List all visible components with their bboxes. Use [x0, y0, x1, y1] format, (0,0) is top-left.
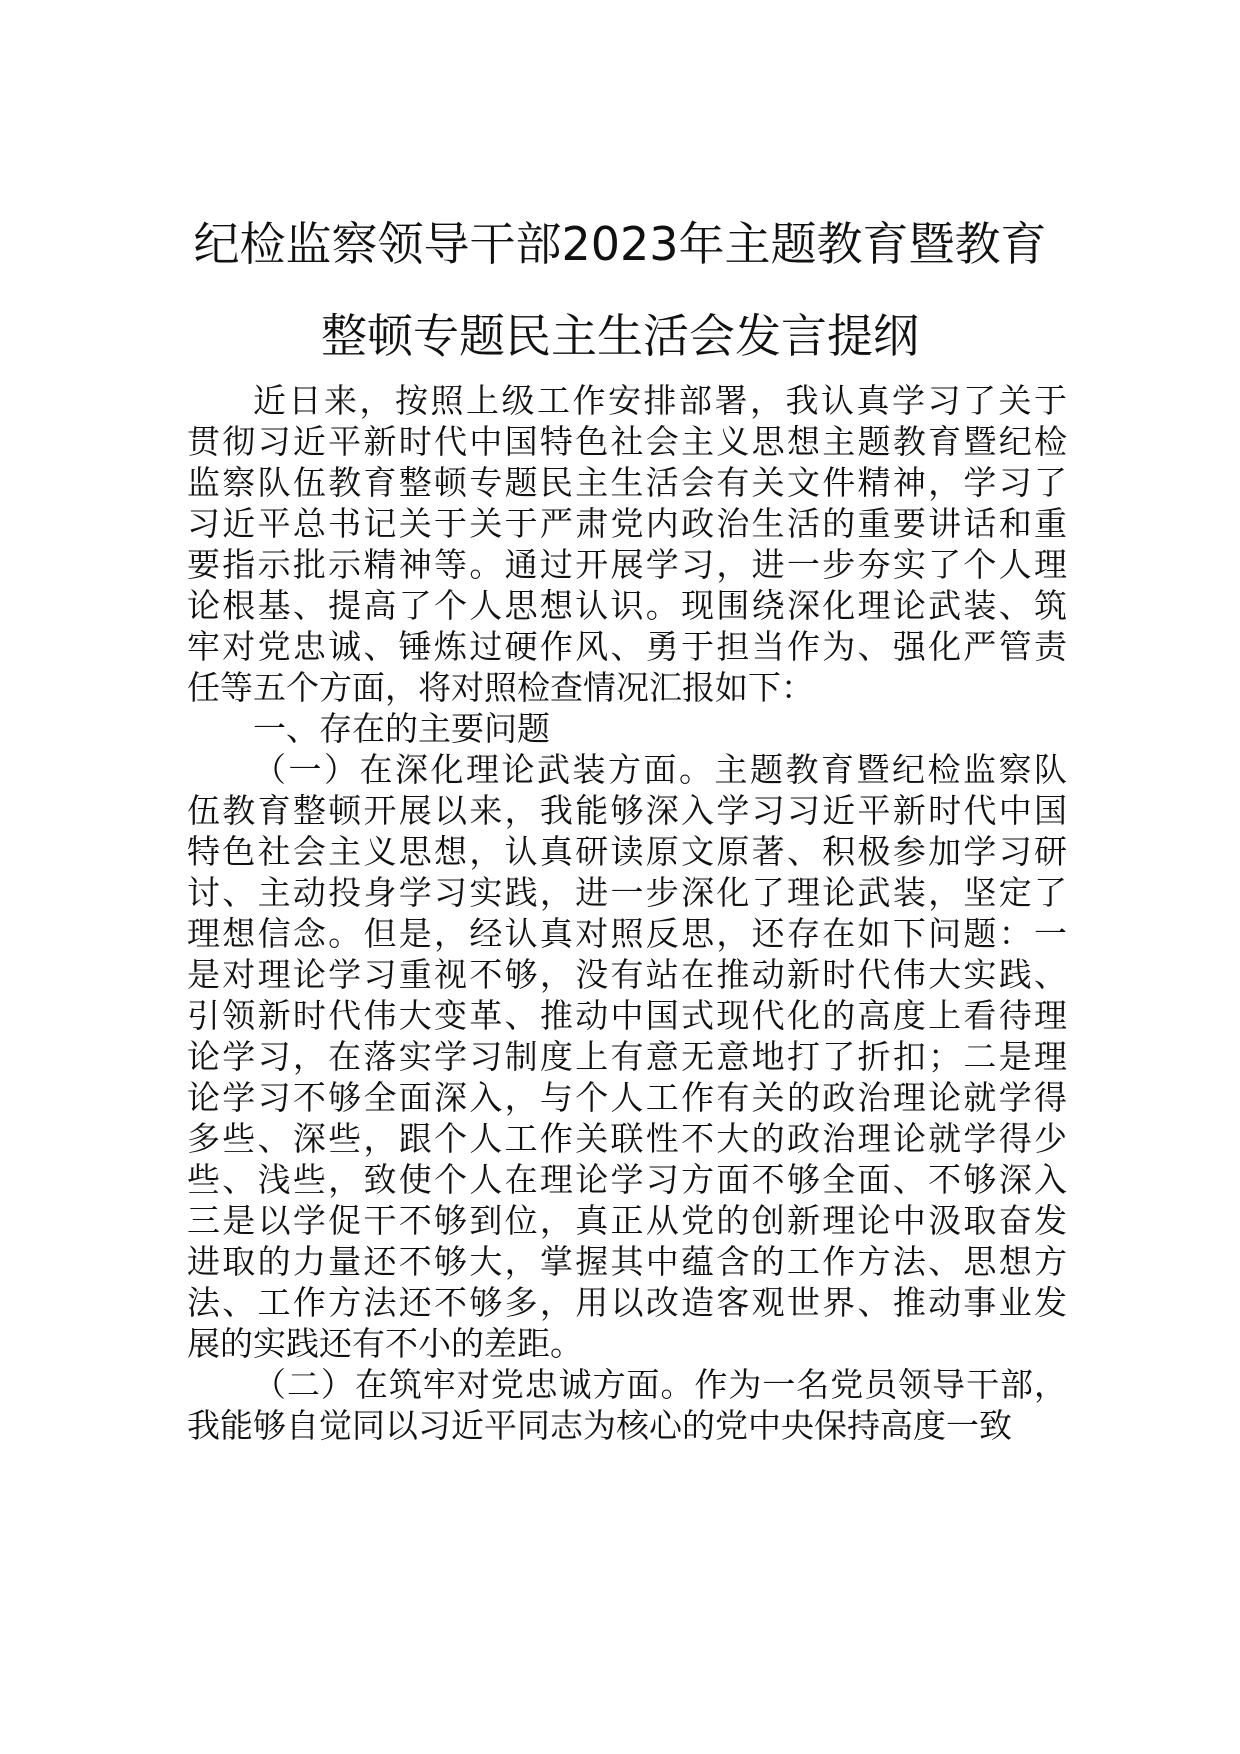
intro-paragraph-line: 论根基、提高了个人思想认识。现围绕深化理论武装、筑: [187, 586, 1067, 625]
section-1-paragraph-line: 引领新时代伟大变革、推动中国式现代化的高度上看待理: [187, 996, 1067, 1035]
section-1-paragraph-line: 三是以学促干不够到位，真正从党的创新理论中汲取奋发: [187, 1201, 1067, 1240]
section-1-paragraph-line: 特色社会主义思想，认真研读原文原著、积极参加学习研: [187, 832, 1067, 871]
section-1-paragraph-line: 是对理论学习重视不够，没有站在推动新时代伟大实践、: [187, 955, 1067, 994]
section-2-paragraph-line: 我能够自觉同以习近平同志为核心的党中央保持高度一致: [187, 1406, 1012, 1445]
intro-paragraph-line: 习近平总书记关于关于严肃党内政治生活的重要讲话和重: [187, 504, 1067, 543]
section-heading: 一、存在的主要问题: [253, 709, 550, 748]
section-1-paragraph-line: 伍教育整顿开展以来，我能够深入学习习近平新时代中国: [187, 791, 1067, 830]
section-1-paragraph-line: 法、工作方法还不够多，用以改造客观世界、推动事业发: [187, 1283, 1067, 1322]
section-1-paragraph-line: 多些、深些，跟个人工作关联性不大的政治理论就学得少: [187, 1119, 1067, 1158]
document-title-line-1: 纪检监察领导干部2023年主题教育暨教育: [193, 217, 1047, 271]
intro-paragraph-line: 牢对党忠诚、锤炼过硬作风、勇于担当作为、强化严管责: [187, 627, 1067, 666]
section-1-paragraph-line: 讨、主动投身学习实践，进一步深化了理论武装，坚定了: [187, 873, 1067, 912]
intro-paragraph-line: 任等五个方面，将对照检查情况汇报如下：: [187, 668, 814, 707]
section-1-paragraph-line: 展的实践还有不小的差距。: [187, 1324, 583, 1363]
intro-paragraph-line: 监察队伍教育整顿专题民主生活会有关文件精神，学习了: [187, 463, 1067, 502]
section-1-paragraph-line: 理想信念。但是，经认真对照反思，还存在如下问题：一: [187, 914, 1067, 953]
intro-paragraph-line: 近日来，按照上级工作安排部署，我认真学习了关于: [253, 381, 1067, 420]
section-2-paragraph-line: （二）在筑牢对党忠诚方面。作为一名党员领导干部，: [253, 1365, 1067, 1404]
section-1-paragraph-line: 论学习，在落实学习制度上有意无意地打了折扣；二是理: [187, 1037, 1067, 1076]
section-1-paragraph-line: （一）在深化理论武装方面。主题教育暨纪检监察队: [253, 750, 1067, 789]
section-1-paragraph-line: 些、浅些，致使个人在理论学习方面不够全面、不够深入: [187, 1160, 1067, 1199]
section-1-paragraph-line: 进取的力量还不够大，掌握其中蕴含的工作方法、思想方: [187, 1242, 1067, 1281]
intro-paragraph-line: 贯彻习近平新时代中国特色社会主义思想主题教育暨纪检: [187, 422, 1067, 461]
intro-paragraph-line: 要指示批示精神等。通过开展学习，进一步夯实了个人理: [187, 545, 1067, 584]
section-1-paragraph-line: 论学习不够全面深入，与个人工作有关的政治理论就学得: [187, 1078, 1067, 1117]
document-title-line-2: 整顿专题民主生活会发言提纲: [321, 309, 919, 363]
